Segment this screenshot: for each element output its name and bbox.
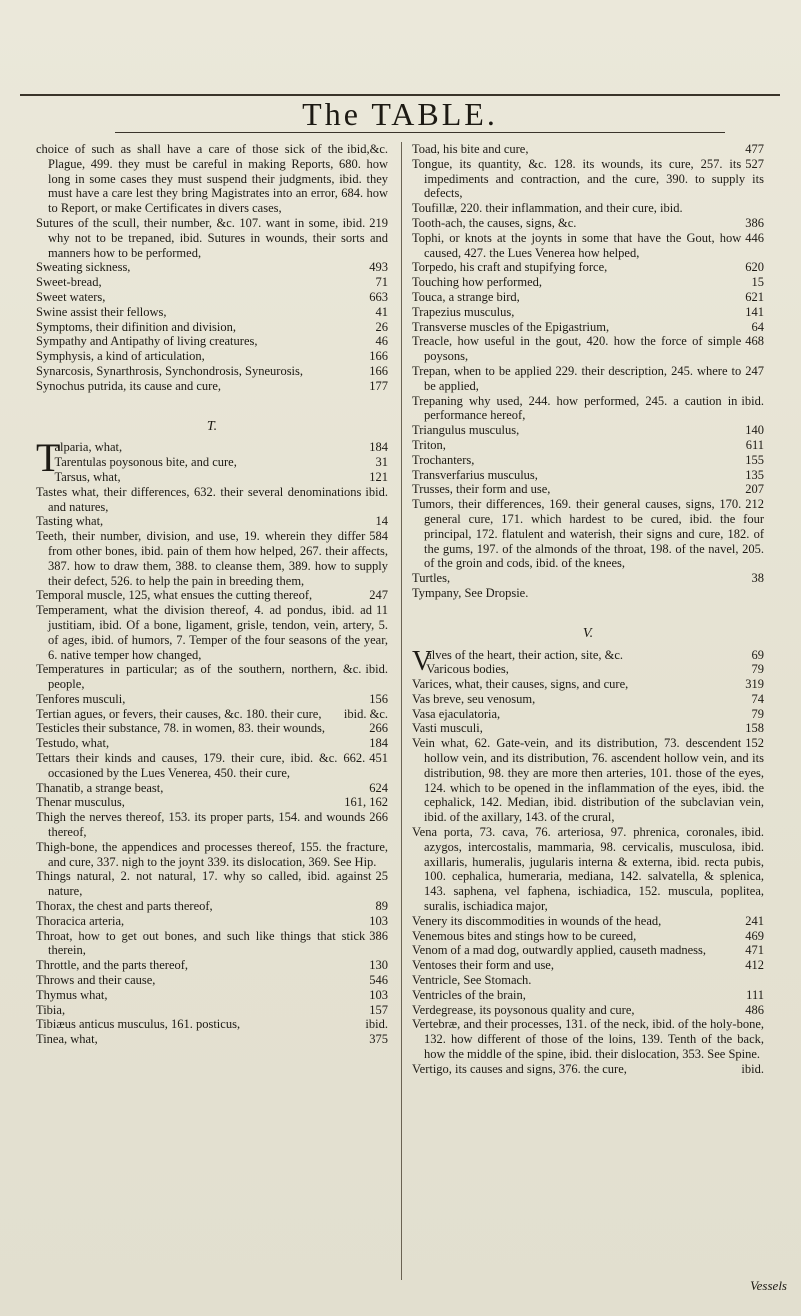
entry-text: Throttle, and the parts thereof,: [36, 958, 189, 973]
index-entry: [36, 470, 388, 485]
entry-text: Tenfores musculi,: [36, 691, 126, 706]
entry-text: Tumors, their differences, 169. their general causes, signs, 170. general cure, 171. which hardest to be cured, ibid. the four principal, 172. flatulent and waterish, their signs and cure, 182. of the gums, 197. of the almonds of the throat, 198. of the navel, 205. of the groin and cods, ibid. of the knees,: [412, 497, 764, 571]
entry-page-ref: 611: [745, 437, 764, 452]
entry-page-ref: 64: [751, 319, 764, 334]
index-entry: [36, 795, 388, 810]
entry-page-ref: 620: [745, 260, 764, 275]
entry-text: Temporal muscle, 125, what ensues the cutting thereof,: [36, 588, 313, 603]
entry-text: Tooth-ach, the causes, signs, &c.: [412, 215, 577, 230]
entry-page-ref: 130: [369, 958, 388, 973]
entry-page-ref: 207: [745, 482, 764, 497]
entry-page-ref: 79: [751, 706, 764, 721]
entry-text: Touching how performed,: [412, 275, 542, 290]
index-entry: [36, 692, 388, 707]
entry-text: Throat, how to get out bones, and such like things that stick therein,: [36, 928, 366, 958]
index-entry: [412, 497, 764, 571]
entry-text: Thigh-bone, the appendices and processes thereof, 155. the fracture, and cure, 337. nigh to the joynt 339. its dislocation, 369. See Hip.: [36, 839, 388, 869]
index-entry: [36, 514, 388, 529]
index-entry: [36, 320, 388, 335]
index-entry: [36, 260, 388, 275]
index-entry: [36, 275, 388, 290]
index-entry: [36, 603, 388, 662]
entry-page-ref: 103: [369, 987, 388, 1002]
entry-text: Swine assist their fellows,: [36, 304, 167, 319]
entry-page-ref: 446: [745, 230, 764, 245]
entry-page-ref: 469: [745, 928, 764, 943]
entry-page-ref: 468: [745, 334, 764, 349]
index-entry: [36, 899, 388, 914]
entry-text: Thigh the nerves thereof, 153. its proper parts, 154. and wounds thereof,: [36, 810, 366, 840]
entry-text: Temperatures in particular; as of the southern, northern, &c. people,: [36, 662, 362, 692]
index-entry: [36, 707, 388, 722]
entry-text: Trepaning why used, 244. how performed, 245. a caution in performance hereof,: [412, 393, 738, 423]
entry-text: Transverse muscles of the Epigastrium,: [412, 319, 610, 334]
index-entry: [412, 586, 764, 601]
entry-page-ref: 74: [751, 691, 764, 706]
entry-page-ref: 79: [751, 662, 764, 677]
entry-text: Torpedo, his craft and stupifying force,: [412, 260, 608, 275]
index-entry: [36, 349, 388, 364]
index-entry: [412, 677, 764, 692]
entry-text: Thorax, the chest and parts thereof,: [36, 899, 213, 914]
index-entry: [36, 914, 388, 929]
entry-page-ref: 471: [745, 943, 764, 958]
index-entry: [412, 1017, 764, 1061]
entry-page-ref: 14: [375, 514, 388, 529]
index-entry: [36, 379, 388, 394]
entry-text: Vasti musculi,: [412, 721, 483, 736]
index-entry: [36, 485, 388, 515]
entry-text: Vena porta, 73. cava, 76. arteriosa, 97. phrenica, coronales, azygos, intercostalis, mammaria, 98. cervicalis, musculosa, ibid. axillaris, humeralis, jugularis interna & externa, ibid. recta pubis, 100. cephalica, humeraria, mediana, 142. salvatella, & splenica, 143. saphena, vel faphena, ischiadica, 152. muscula, poplitea, suralis, ischiadica major,: [412, 825, 764, 914]
entry-text: Tympany, See Dropsie.: [412, 585, 529, 600]
entry-page-ref: 451: [369, 751, 388, 766]
entry-page-ref: ibid.: [365, 1017, 388, 1032]
index-entry: [36, 1017, 388, 1032]
catchword: Vessels: [750, 1278, 787, 1293]
index-entry: [36, 455, 388, 470]
entry-text: choice of such as shall have a care of those sick of the Plague, 499. they must be careful in making Reports, 680. how long in some cases they must suspend their judgments, ibid. they must have a care lest they bring Magistrates into an error, 684. how to Report, or make Certificates in divers cases,: [36, 142, 388, 216]
entry-page-ref: 247: [745, 363, 764, 378]
entry-text: Vertigo, its causes and signs, 376. the cure,: [412, 1061, 627, 1076]
entry-page-ref: 25: [375, 869, 388, 884]
entry-text: Venery its discommodities in wounds of the head,: [412, 913, 662, 928]
index-entry: [412, 305, 764, 320]
entry-text: Tinea, what,: [36, 1032, 98, 1047]
entry-page-ref: ibid.: [741, 825, 764, 840]
entry-text: Symphysis, a kind of articulation,: [36, 349, 205, 364]
entry-page-ref: 71: [375, 275, 388, 290]
entry-page-ref: 156: [369, 691, 388, 706]
entry-text: Thoracica arteria,: [36, 913, 125, 928]
index-entry: [36, 988, 388, 1003]
entry-text: Trepan, when to be applied 229. their description, 245. where to be applied,: [412, 363, 742, 393]
entry-page-ref: 158: [745, 721, 764, 736]
entry-text: Synochus putrida, its cause and cure,: [36, 378, 222, 393]
entry-page-ref: 177: [369, 378, 388, 393]
entry-text: Things natural, 2. not natural, 17. why so called, ibid. against nature,: [36, 869, 372, 899]
entry-text: Vertebræ, and their processes, 131. of the neck, ibid. of the holy-bone, 132. how different of those of the loins, 139. Tenth of the back, how the middle of the spine, ibid. their dislocation, 353. See Spine.: [412, 1017, 764, 1062]
entry-text: Touca, a strange bird,: [412, 289, 520, 304]
entry-page-ref: 121: [369, 469, 388, 484]
entry-page-ref: 546: [369, 973, 388, 988]
entry-text: Venom of a mad dog, outwardly applied, causeth madness,: [412, 943, 707, 958]
entry-text: Triangulus musculus,: [412, 423, 520, 438]
index-entry: [412, 231, 764, 261]
entry-text: Tertian agues, or fevers, their causes, &c. 180. their cure,: [36, 706, 322, 721]
index-entry: [412, 468, 764, 483]
entry-text: Vas breve, seu venosum,: [412, 691, 536, 706]
entry-page-ref: 266: [369, 810, 388, 825]
entry-page-ref: 624: [369, 780, 388, 795]
entry-text: Treacle, how useful in the gout, 420. how the force of simple poysons,: [412, 334, 742, 364]
index-entry: [412, 721, 764, 736]
index-entry: [412, 438, 764, 453]
index-entry: [412, 423, 764, 438]
entry-text: Thenar musculus,: [36, 795, 125, 810]
entry-page-ref: 386: [745, 215, 764, 230]
entry-text: Verdegrease, its poysonous quality and cure,: [412, 1002, 635, 1017]
entry-page-ref: 111: [746, 987, 764, 1002]
entry-page-ref: 26: [375, 319, 388, 334]
index-entry: [36, 529, 388, 588]
entry-page-ref: 184: [369, 736, 388, 751]
entry-page-ref: 477: [745, 142, 764, 156]
entry-page-ref: 412: [745, 958, 764, 973]
entry-text: Ventricle, See Stomach.: [412, 973, 532, 988]
index-column-left: [36, 142, 388, 1047]
entry-text: Tibia,: [36, 1002, 66, 1017]
index-entry: [36, 142, 388, 216]
index-entry: [412, 201, 764, 216]
index-entry: [412, 943, 764, 958]
index-entry: [36, 334, 388, 349]
entry-page-ref: 663: [369, 289, 388, 304]
index-entry: [412, 394, 764, 424]
entry-page-ref: 184: [369, 440, 388, 455]
index-entry: [412, 692, 764, 707]
entry-text: Sweet waters,: [36, 289, 106, 304]
index-entry: [36, 869, 388, 899]
index-entry: [412, 825, 764, 914]
entry-page-ref: 386: [369, 928, 388, 943]
index-entry: [412, 929, 764, 944]
entry-text: alves of the heart, their action, site, &c.: [426, 647, 624, 662]
entry-text: Sutures of the scull, their number, &c. 107. want in some, ibid. why not to be trepaned, ibid. Sutures in wounds, their sorts and manners how to be performed,: [36, 215, 388, 260]
entry-page-ref: ibid.: [741, 393, 764, 408]
index-column-right: [412, 142, 764, 1077]
index-entry: [36, 973, 388, 988]
entry-page-ref: 375: [369, 1032, 388, 1047]
entry-text: Ventoses their form and use,: [412, 958, 554, 973]
entry-text: Tarentulas poysonous bite, and cure,: [54, 455, 237, 470]
entry-text: Varices, what, their causes, signs, and cure,: [412, 677, 629, 692]
entry-page-ref: ibid.: [741, 1061, 764, 1076]
index-entry: [36, 781, 388, 796]
entry-text: Ventricles of the brain,: [412, 987, 526, 1002]
index-entry: [412, 157, 764, 201]
index-entry: [36, 216, 388, 260]
index-entry: [36, 305, 388, 320]
entry-page-ref: 15: [751, 275, 764, 290]
entry-text: Tophi, or knots at the joynts in some that have the Gout, how caused, 427. the Lues Venerea how helped,: [412, 230, 742, 260]
index-entry: [412, 1003, 764, 1018]
entry-text: Vein what, 62. Gate-vein, and its distribution, 73. descendent hollow vein, and its distribution, 76. ascendent hollow vein, and its distribution, 98. they are more then arteries, 101. those of the eyes, 124. which to be opened in the inflammation of the eyes, ibid. the cephalick, 142. Median, ibid. distribution of the subclavian vein, ibid. of the axillary, 143. of the crural,: [412, 736, 764, 825]
index-entry: [412, 1062, 764, 1077]
page-header: [20, 70, 780, 134]
entry-text: Testudo, what,: [36, 736, 110, 751]
entry-text: Tarsus, what,: [54, 469, 121, 484]
index-entry: [412, 320, 764, 335]
entry-text: Vasa ejaculatoria,: [412, 706, 501, 721]
index-entry: [36, 721, 388, 736]
index-entry: [412, 482, 764, 497]
index-entry: [412, 914, 764, 929]
entry-page-ref: ibid.: [365, 484, 388, 499]
index-entry: [36, 1032, 388, 1047]
entry-text: Thanatib, a strange beast,: [36, 780, 164, 795]
index-entry: [36, 290, 388, 305]
entry-page-ref: 266: [369, 721, 388, 736]
index-entry: [412, 958, 764, 973]
index-entry: [36, 1003, 388, 1018]
index-entry: [412, 453, 764, 468]
drop-cap: V: [412, 645, 433, 677]
page-title: The TABLE.: [302, 96, 498, 132]
entry-page-ref: 219: [369, 215, 388, 230]
entry-text: Testicles their substance, 78. in women, 83. their wounds,: [36, 721, 326, 736]
entry-text: Sweating sickness,: [36, 260, 131, 275]
entry-page-ref: 141: [745, 304, 764, 319]
entry-page-ref: ibid,&c.: [347, 142, 388, 156]
entry-page-ref: 135: [745, 467, 764, 482]
index-entry: [36, 588, 388, 603]
entry-text: alparia, what,: [54, 440, 123, 455]
entry-text: Turtles,: [412, 571, 451, 586]
index-entry: [412, 571, 764, 586]
index-entry: [36, 958, 388, 973]
index-entry: [412, 290, 764, 305]
entry-page-ref: ibid. &c.: [343, 706, 388, 721]
section-letter: V.: [582, 625, 594, 641]
index-entry: [412, 334, 764, 364]
entry-text: Thymus what,: [36, 987, 108, 1002]
index-entry: [412, 260, 764, 275]
entry-page-ref: 166: [369, 363, 388, 378]
entry-text: Synarcosis, Synarthrosis, Synchondrosis, Syneurosis,: [36, 363, 304, 378]
entry-page-ref: 486: [745, 1002, 764, 1017]
entry-text: Varicous bodies,: [426, 662, 509, 677]
entry-page-ref: 11: [375, 603, 388, 618]
drop-cap: T: [36, 435, 61, 481]
index-entry: [412, 216, 764, 231]
entry-page-ref: 103: [369, 913, 388, 928]
entry-text: Tongue, its quantity, &c. 128. its wounds, its cure, 257. its impediments and contraction, and the cure, 390. to supply its defects,: [412, 156, 764, 201]
entry-page-ref: 152: [745, 736, 764, 751]
index-entry: [412, 364, 764, 394]
entry-page-ref: 241: [745, 913, 764, 928]
entry-text: Trapezius musculus,: [412, 304, 515, 319]
entry-page-ref: 157: [369, 1002, 388, 1017]
entry-page-ref: 621: [745, 289, 764, 304]
entry-page-ref: 166: [369, 349, 388, 364]
entry-text: Toad, his bite and cure,: [412, 142, 529, 156]
entry-page-ref: 31: [375, 455, 388, 470]
entry-text: Toufillæ, 220. their inflammation, and their cure, ibid.: [412, 201, 683, 216]
entry-page-ref: 584: [369, 529, 388, 544]
index-entry: [36, 751, 388, 781]
entry-text: Tasting what,: [36, 514, 104, 529]
index-entry: [412, 707, 764, 722]
index-entry: [36, 736, 388, 751]
entry-page-ref: 89: [375, 899, 388, 914]
entry-page-ref: 527: [745, 156, 764, 171]
entry-text: Sweet-bread,: [36, 275, 102, 290]
index-entry: [36, 840, 388, 870]
entry-page-ref: 161, 162: [344, 795, 388, 810]
index-entry: [412, 988, 764, 1003]
entry-page-ref: 247: [369, 588, 388, 603]
entry-text: Sympathy and Antipathy of living creatures,: [36, 334, 258, 349]
entry-page-ref: 140: [745, 423, 764, 438]
entry-page-ref: 493: [369, 260, 388, 275]
entry-page-ref: 155: [745, 452, 764, 467]
entry-text: Throws and their cause,: [36, 973, 156, 988]
index-entry: [36, 364, 388, 379]
entry-text: Tastes what, their differences, 632. their several denominations and natures,: [36, 484, 362, 514]
entry-text: Temperament, what the division thereof, 4. ad pondus, ibid. ad justitiam, ibid. Of a bone, ligament, grisle, tendon, vein, artery, 5. of ages, ibid. of humors, 7. Temper of the four seasons of the year, 6. native temper how changed,: [36, 603, 388, 662]
entry-text: Teeth, their number, division, and use, 19. wherein they differ from other bones, ibid. pain of them how helped, 267. their affects, 387. how to draw them, 388. to cleanse them, 389. how to supply their defect, 526. to help the pain in breeding them,: [36, 529, 388, 588]
entry-page-ref: 69: [751, 647, 764, 662]
entry-text: Venemous bites and stings how to be cureed,: [412, 928, 637, 943]
entry-page-ref: ibid.: [365, 662, 388, 677]
column-divider: [401, 142, 402, 1280]
entry-page-ref: 41: [375, 304, 388, 319]
index-entry: [36, 662, 388, 692]
entry-text: Symptoms, their difinition and division,: [36, 319, 236, 334]
entry-text: Triton,: [412, 437, 446, 452]
entry-text: Trochanters,: [412, 452, 475, 467]
entry-page-ref: 46: [375, 334, 388, 349]
index-entry: [412, 662, 764, 677]
entry-text: Trusses, their form and use,: [412, 482, 551, 497]
index-entry: [412, 142, 764, 157]
entry-text: Transverfarius musculus,: [412, 467, 538, 482]
entry-page-ref: 319: [745, 677, 764, 692]
entry-page-ref: 212: [745, 497, 764, 512]
entry-page-ref: 38: [751, 571, 764, 586]
entry-text: Tibiæus anticus musculus, 161. posticus,: [36, 1017, 241, 1032]
index-entry: [412, 736, 764, 825]
index-entry: [412, 973, 764, 988]
header-rule-bottom: [115, 132, 725, 133]
section-letter: T.: [206, 418, 218, 434]
index-entry: [412, 275, 764, 290]
index-entry: [36, 810, 388, 840]
index-entry: [36, 929, 388, 959]
entry-text: Tettars their kinds and causes, 179. their cure, ibid. &c. 662. occasioned by the Lues Venerea, 450. their cure,: [36, 751, 366, 780]
